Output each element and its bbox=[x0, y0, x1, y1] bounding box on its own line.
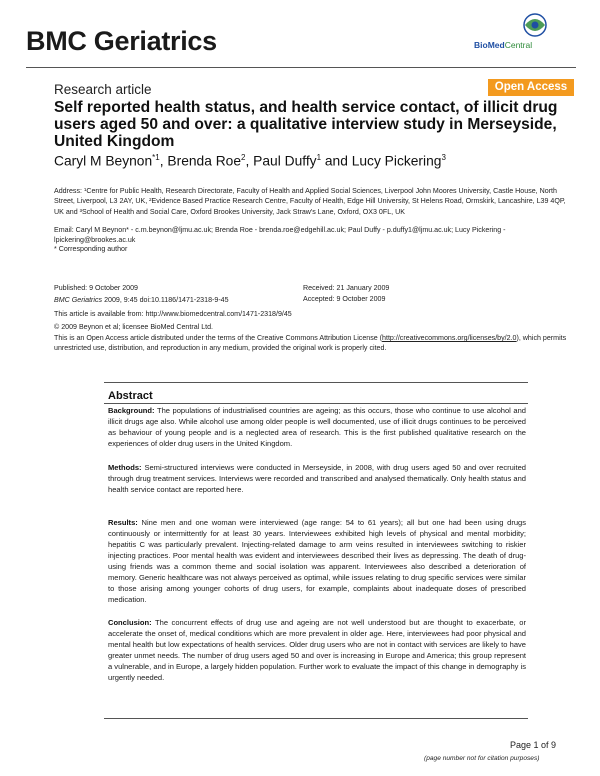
author-name[interactable]: Paul Duffy bbox=[253, 153, 317, 169]
license-statement: This is an Open Access article distributed under the terms of the Creative Commons Attribution License (http://creativecommons.org/licenses/by/2.0), which permits unrestricted use, distribution, and reproduction in any medium, provided the original work is properly cited. bbox=[54, 334, 567, 353]
published-date: Published: 9 October 2009 bbox=[54, 284, 138, 292]
affiliation-mark: *1 bbox=[152, 153, 160, 162]
biomed-central-logo-icon bbox=[520, 10, 550, 40]
author-name[interactable]: Caryl M Beynon bbox=[54, 153, 153, 169]
affiliation-mark: 1 bbox=[316, 153, 322, 162]
abstract-heading-rule bbox=[104, 403, 528, 404]
received-date: Received: 21 January 2009 bbox=[303, 284, 390, 292]
biomed-central-wordmark: BioMedCentral bbox=[474, 40, 533, 50]
abstract-conclusion: Conclusion: The concurrent effects of drug use and ageing are not well understood but are thought to exacerbate, or accelerate the onset of, medical conditions which are more prevalent in older age. Here, interviewees had poor physical and mental health but low expectations of health services. Older drug users who are not in contact with services are likely to have greater unmet needs. The number of drug users aged 50 and over is increasing in Europe and America; this group represent a vulnerable, and in Europe, a largely hidden population. Further work to evaluate the impact of this change in demography is urgently needed. bbox=[108, 618, 526, 683]
author-name[interactable]: Brenda Roe bbox=[167, 153, 242, 169]
abstract-bottom-rule bbox=[104, 718, 528, 719]
author-name[interactable]: Lucy Pickering bbox=[351, 153, 442, 169]
abstract-methods: Methods: Semi-structured interviews were conducted in Merseyside, in 2008, with drug users aged 50 and over recruited through drug treatment services. Interviews were recorded and transcribed and analysed thematically. Only health status and health service contact are reported here. bbox=[108, 463, 526, 495]
accepted-date: Accepted: 9 October 2009 bbox=[303, 295, 386, 303]
copyright-line: © 2009 Beynon et al; licensee BioMed Central Ltd. bbox=[54, 323, 214, 331]
article-type: Research article bbox=[54, 82, 152, 97]
citation-line: BMC Geriatrics 2009, 9:45 doi:10.1186/1471-2318-9-45 bbox=[54, 296, 229, 304]
license-link[interactable]: http://creativecommons.org/licenses/by/2.0 bbox=[382, 334, 517, 342]
article-title: Self reported health status, and health service contact, of illicit drug users aged 50 and over: a qualitative interview study in Merseyside, United Kingdom bbox=[54, 99, 558, 150]
affiliation-mark: 2 bbox=[241, 153, 246, 162]
header-divider bbox=[26, 67, 576, 68]
article-url[interactable]: This article is available from: http://www.biomedcentral.com/1471-2318/9/45 bbox=[54, 310, 292, 318]
abstract-top-rule bbox=[104, 382, 528, 383]
journal-title: BMC Geriatrics bbox=[26, 26, 217, 56]
author-addresses: Address: ¹Centre for Public Health, Research Directorate, Faculty of Health and Applied Social Sciences, Liverpool John Moores University, Castle House, North Street, Liverpool, L3 2AY, UK, ²Evidence Based Practice Research Centre, Faculty of Health, Edge Hill University, St Helens Road, Ormskirk, Lancashire, L39 4QP, UK and ³School of Health and Social Care, Oxford Brookes University, Jack Straw's Lane, Oxford, OX3 0FL, UK bbox=[54, 187, 566, 216]
corresponding-author-note: * Corresponding author bbox=[54, 245, 128, 253]
author-emails[interactable]: Email: Caryl M Beynon* - c.m.beynon@ljmu.ac.uk; Brenda Roe - brenda.roe@edgehill.ac.uk; Paul Duffy - p.duffy1@ljmu.ac.uk; Lucy Pickering - lpickering@brookes.ac.uk bbox=[54, 226, 506, 245]
abstract-results: Results: Nine men and one woman were interviewed (age range: 54 to 61 years); all but one had been using drugs continuously or intermittently for at least 30 years. Interviewees exhibited high levels of physical and mental morbidity; hepatitis C was particularly prevalent. Injecting-related damage to arm veins resulted in interviewees switching to riskier injecting practices. Poor mental health was evident and interviewees described their lives as depressing. The death of drug-using friends was a common theme and social isolation was apparent. Interviewees also described a deterioration of memory. Generic healthcare was not always perceived as optimal, while issues relating to drug specific services were similar to those arising among younger cohorts of drug users, for example, complaints about inadequate doses of prescribed medication. bbox=[108, 518, 526, 605]
abstract-heading: Abstract bbox=[108, 390, 153, 402]
author-list: Caryl M Beynon$^{*1}$, Brenda Roe$^2$, Paul Duffy$^1$ and Lucy Pickering$^3$ bbox=[54, 153, 446, 169]
open-access-badge: Open Access bbox=[488, 79, 574, 96]
affiliation-mark: 3 bbox=[441, 153, 446, 162]
abstract-background: Background: The populations of industrialised countries are ageing; as this occurs, those who continue to use alcohol and illicit drugs age also. While alcohol use among older people is well documented, use of illicit drugs continues to be perceived as behaviour of young people and is a neglected area of research. This is the first published qualitative research on the experiences of older drug users in the United Kingdom. bbox=[108, 406, 526, 449]
page-number: Page 1 of 9 bbox=[510, 740, 557, 750]
page-number-note: (page number not for citation purposes) bbox=[424, 755, 540, 762]
biomed-central-logo[interactable] bbox=[468, 10, 578, 54]
